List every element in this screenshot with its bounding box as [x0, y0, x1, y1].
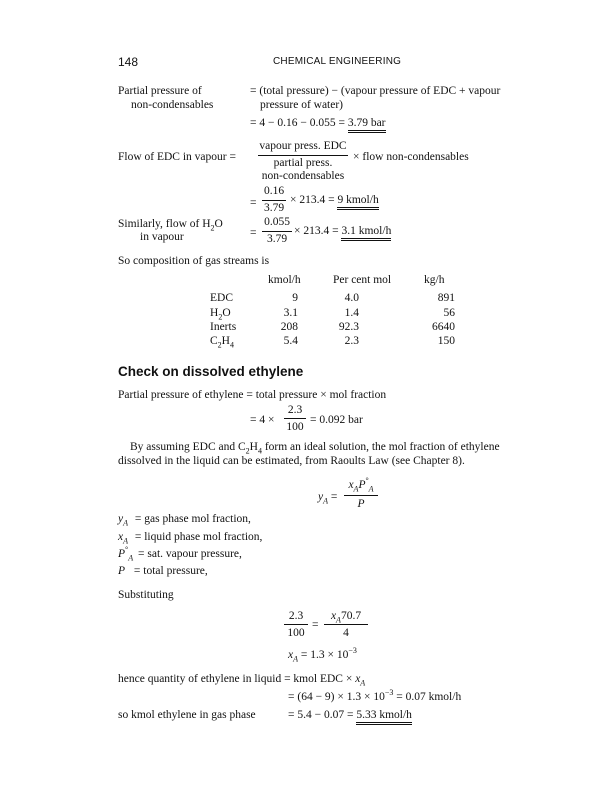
- table-row-name: Inerts: [210, 321, 237, 333]
- subst-rden: 4: [343, 627, 349, 639]
- pp-eq2-prefix: = 4 − 0.16 − 0.055 =: [250, 117, 345, 129]
- def-text: = total pressure,: [133, 565, 208, 577]
- flow-edc-label: Flow of EDC in vapour =: [118, 151, 236, 163]
- def-sym: P: [118, 565, 126, 577]
- pp-ethylene-den: 100: [286, 421, 304, 433]
- table-cell-percent: 2.3: [344, 335, 359, 347]
- def-sup: °: [125, 545, 129, 555]
- flow-h2o-result: 3.1 kmol/h: [341, 225, 391, 241]
- flow-h2o-label-b: O: [214, 218, 223, 230]
- running-title: CHEMICAL ENGINEERING: [273, 56, 402, 67]
- pp-equation-line1: = (total pressure) − (vapour pressure of EDC + vapour: [250, 85, 501, 97]
- def-sub: A: [128, 553, 134, 563]
- subst-x: x: [330, 610, 337, 622]
- section-heading: Check on dissolved ethylene: [118, 364, 304, 379]
- table-cell-percent: 1.4: [344, 307, 359, 319]
- fraction-bar: [262, 200, 286, 201]
- raoult-numerator: [344, 476, 378, 494]
- table-cell-kmol: 9: [292, 292, 298, 304]
- pp-ethylene-result: = 0.092 bar: [310, 414, 363, 426]
- row-name-a: C: [210, 335, 218, 347]
- table-row-name: EDC: [210, 292, 233, 304]
- raoult-lhs: [318, 492, 337, 504]
- raoult-p: P: [358, 479, 366, 491]
- flow-h2o-eq-line: [294, 226, 391, 238]
- paragraph-line2: dissolved in the liquid can be estimated, from Raoults Law (see Chapter 8).: [118, 455, 465, 467]
- raoult-p-sup: °: [365, 476, 369, 486]
- flow-h2o-label-line1: [118, 219, 223, 231]
- flow-edc-denominator1: partial press.: [273, 157, 333, 169]
- para-line1-b: form an ideal solution, the mol fraction of ethylene: [261, 441, 500, 453]
- table-cell-kg: 56: [443, 307, 455, 319]
- table-row-name: [210, 336, 234, 348]
- quantity-line2-exp: −3: [384, 688, 394, 698]
- definition-pa: [118, 545, 242, 563]
- raoult-y: y: [318, 491, 324, 503]
- fraction-bar: [284, 418, 306, 419]
- table-header-kg: kg/h: [424, 274, 445, 286]
- xa-sym: x: [288, 649, 294, 661]
- page-number: 148: [118, 55, 139, 69]
- para-sub-4: 4: [257, 446, 262, 456]
- fraction-bar: [344, 495, 378, 496]
- fraction-bar: [262, 231, 292, 232]
- def-text: = liquid phase mol fraction,: [134, 531, 263, 543]
- subst-lnum: 2.3: [288, 610, 304, 622]
- flow-edc-eq-den: 3.79: [263, 202, 285, 214]
- table-cell-kmol: 3.1: [283, 307, 298, 319]
- flow-h2o-label-sub: 2: [210, 223, 215, 233]
- quantity-sub: A: [360, 678, 366, 688]
- raoult-denominator: [344, 499, 378, 511]
- flow-h2o-num: 0.055: [264, 216, 290, 228]
- pp-ethylene-line: Partial pressure of ethylene = total pressure × mol fraction: [118, 389, 387, 401]
- fraction-bar: [284, 624, 308, 625]
- flow-edc-eq-num: 0.16: [263, 185, 285, 197]
- flow-h2o-mid: × 213.4 =: [294, 225, 339, 237]
- xa-sub: A: [293, 654, 298, 664]
- gas-phase-result: 5.33 kmol/h: [356, 709, 412, 725]
- definition-ya: [118, 514, 251, 526]
- raoult-x-sub: A: [353, 484, 359, 494]
- xa-result: [288, 646, 357, 664]
- subst-rnum: [324, 611, 368, 623]
- gas-phase-equation: [288, 710, 412, 722]
- table-header-percent: Per cent mol: [333, 274, 392, 286]
- quantity-sym: x: [355, 673, 361, 685]
- table-cell-kmol: 208: [280, 321, 298, 333]
- def-sym: y: [118, 513, 124, 525]
- pp-eq2-result: 3.79 bar: [348, 117, 386, 133]
- table-cell-kg: 891: [437, 292, 455, 304]
- paragraph-line1: [130, 442, 500, 454]
- pp-ethylene-prefix: = 4 ×: [250, 414, 275, 426]
- raoult-y-sub: A: [323, 496, 328, 506]
- table-cell-percent: 4.0: [344, 292, 359, 304]
- gas-phase-label: so kmol ethylene in gas phase: [118, 709, 256, 721]
- row-name-sub2: 4: [229, 340, 234, 350]
- flow-h2o-den: 3.79: [266, 233, 288, 245]
- def-text: = gas phase mol fraction,: [134, 513, 251, 525]
- subst-x-sub: A: [336, 615, 341, 625]
- raoult-x: x: [348, 479, 354, 491]
- row-name-b: H: [221, 335, 230, 347]
- flow-h2o-label-a: Similarly, flow of H: [118, 218, 211, 230]
- subst-val: 70.7: [340, 610, 362, 622]
- equals-sign: =: [250, 227, 257, 239]
- row-name-sub: 2: [218, 312, 223, 322]
- raoult-den-p: P: [357, 498, 365, 510]
- def-sym: x: [118, 531, 124, 543]
- raoult-eq: =: [330, 491, 338, 503]
- def-sub: A: [123, 536, 128, 546]
- definition-xa: [118, 532, 262, 544]
- flow-edc-eq-line: [290, 195, 379, 207]
- flow-edc-suffix: × flow non-condensables: [353, 151, 469, 163]
- table-row-name: [210, 308, 231, 320]
- flow-edc-eq-mid: × 213.4 =: [290, 194, 335, 206]
- flow-edc-result: 9 kmol/h: [337, 194, 378, 210]
- def-sym: P: [118, 548, 126, 560]
- pp-ethylene-num: 2.3: [287, 404, 303, 416]
- pp-label-line1: Partial pressure of: [118, 85, 202, 97]
- quantity-line2-a: = (64 − 9) × 1.3 × 10: [288, 691, 385, 703]
- pp-equation-line1b: pressure of water): [260, 99, 344, 111]
- quantity-line1-text: hence quantity of ethylene in liquid = kmol EDC ×: [118, 673, 353, 685]
- xa-exp: −3: [348, 646, 357, 656]
- subst-lden: 100: [287, 627, 305, 639]
- subst-eq: =: [312, 619, 319, 631]
- substituting-label: Substituting: [118, 589, 174, 601]
- gas-phase-prefix: = 5.4 − 0.07 =: [288, 709, 354, 721]
- xa-text: = 1.3 × 10: [300, 649, 349, 661]
- raoult-p-sub: A: [368, 484, 374, 494]
- para-line1-a: By assuming EDC and C: [130, 441, 246, 453]
- table-cell-percent: 92.3: [338, 321, 359, 333]
- fraction-bar: [324, 624, 368, 625]
- quantity-line2-b: = 0.07 kmol/h: [393, 691, 462, 703]
- table-header-kmol: kmol/h: [268, 274, 301, 286]
- pp-equation-line2: [250, 118, 386, 130]
- quantity-line1: [118, 674, 365, 686]
- definition-p: [118, 566, 208, 578]
- row-name-sub: 2: [217, 340, 222, 350]
- flow-edc-denominator2: non-condensables: [261, 170, 345, 182]
- row-name-a: H: [210, 307, 219, 319]
- quantity-line2: [288, 688, 462, 704]
- table-cell-kg: 150: [437, 335, 455, 347]
- pp-label-line2: non-condensables: [131, 99, 214, 111]
- flow-h2o-label-line2: in vapour: [140, 231, 184, 243]
- def-sub: A: [123, 518, 128, 528]
- table-cell-kmol: 5.4: [283, 335, 298, 347]
- fraction-bar: [258, 155, 348, 156]
- flow-edc-numerator: vapour press. EDC: [259, 140, 347, 152]
- equals-sign: =: [250, 197, 257, 209]
- para-sub-2: 2: [245, 446, 250, 456]
- table-cell-kg: 6640: [432, 321, 455, 333]
- def-text: = sat. vapour pressure,: [138, 548, 242, 560]
- composition-intro: So composition of gas streams is: [118, 255, 270, 267]
- row-name-b: O: [222, 307, 231, 319]
- para-h: H: [249, 441, 258, 453]
